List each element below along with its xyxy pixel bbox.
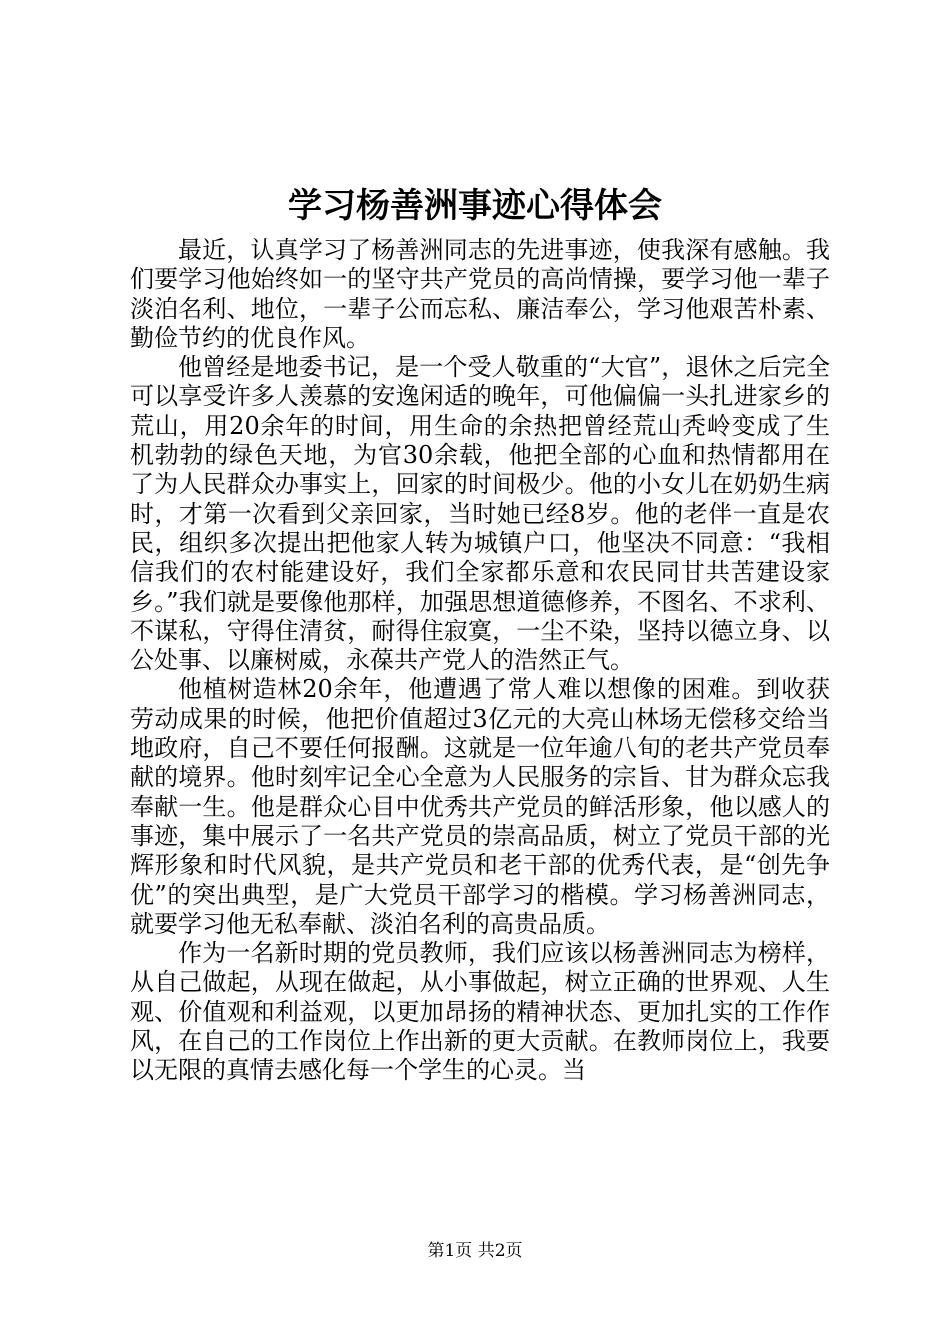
paragraph-1: 最近，认真学习了杨善洲同志的先进事迹，使我深有感触。我们要学习他始终如一的坚守共产党员的高尚情操，要学习他一辈子淡泊名利、地位，一辈子公而忘私、廉洁奉公，学习他艰苦朴素、勤俭节约的优良作风。 [130,236,830,352]
document-body [130,236,830,1086]
page-footer: 第1页 共2页 [427,1241,523,1261]
paragraph-2: 他曾经是地委书记，是一个受人敬重的“大官”，退休之后完全可以享受许多人羡慕的安逸闲适的晚年，可他偏偏一头扎进家乡的荒山，用20余年的时间，用生命的余热把曾经荒山秃岭变成了生机勃勃的绿色天地，为官30余载，他把全部的心血和热情都用在了为人民群众办事实上，回家的时间极少。他的小女儿在奶奶生病时，才第一次看到父亲回家，当时她已经8岁。他的老伴一直是农民，组织多次提出把他家人转为城镇户口，他坚决不同意：“我相信我们的农村能建设好，我们全家都乐意和农民同甘共苦建设家乡。”我们就是要像他那样，加强思想道德修养，不图名、不求利、不谋私，守得住清贫，耐得住寂寞，一尘不染，坚持以德立身、以公处事、以廉树威，永葆共产党人的浩然正气。 [130,353,830,675]
document-title: 学习杨善洲事迹心得体会 [288,186,662,226]
paragraph-3: 他植树造林20余年，他遭遇了常人难以想像的困难。到收获劳动成果的时候，他把价值超过3亿元的大亮山林场无偿移交给当地政府，自己不要任何报酬。这就是一位年逾八旬的老共产党员奉献的境界。他时刻牢记全心全意为人民服务的宗旨、甘为群众忘我奉献一生。他是群众心目中优秀共产党员的鲜活形象，他以感人的事迹，集中展示了一名共产党员的崇高品质，树立了党员干部的光辉形象和时代风貌，是共产党员和老干部的优秀代表，是“创先争优”的突出典型，是广大党员干部学习的楷模。学习杨善洲同志，就要学习他无私奉献、淡泊名利的高贵品质。 [130,675,830,938]
paragraph-4: 作为一名新时期的党员教师，我们应该以杨善洲同志为榜样，从自己做起，从现在做起，从小事做起，树立正确的世界观、人生观、价值观和利益观，以更加昂扬的精神状态、更加扎实的工作作风，在自己的工作岗位上作出新的更大贡献。在教师岗位上，我要以无限的真情去感化每一个学生的心灵。当 [130,939,830,1085]
